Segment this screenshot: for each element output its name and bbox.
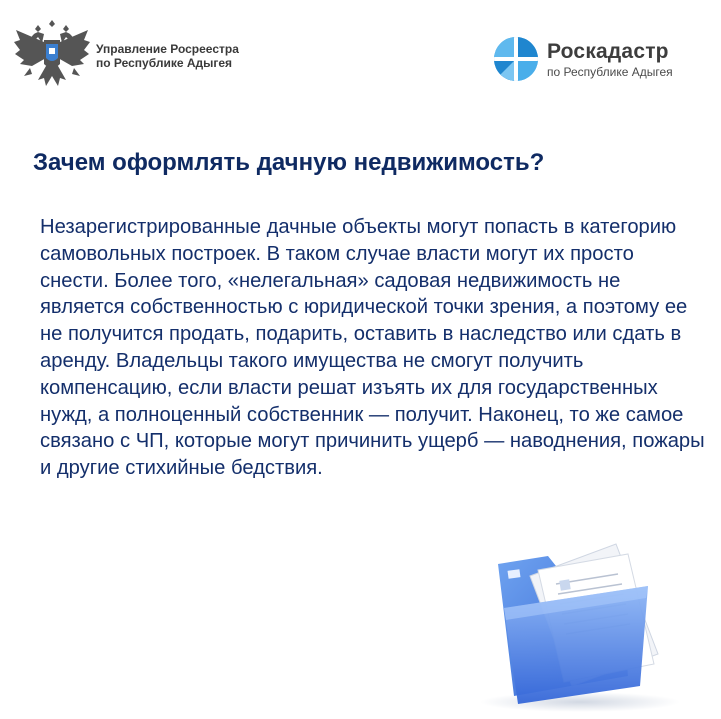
blue-folder-with-documents-icon bbox=[468, 536, 688, 714]
article-title: Зачем оформлять дачную недвижимость? bbox=[33, 149, 545, 176]
rosreestr-logo bbox=[12, 18, 239, 94]
roskadastr-logo-icon bbox=[493, 36, 539, 82]
rosreestr-line1: Управление Росреестра bbox=[96, 42, 239, 56]
roskadastr-logo bbox=[493, 36, 673, 82]
roskadastr-subtitle: по Республике Адыгея bbox=[547, 64, 673, 79]
header bbox=[0, 0, 721, 110]
double-headed-eagle-emblem-icon bbox=[12, 18, 92, 94]
roskadastr-name: Роскадастр bbox=[547, 39, 669, 63]
rosreestr-line2: по Республике Адыгея bbox=[96, 56, 233, 70]
article-body: Незарегистрированные дачные объекты могут попасть в категорию самовольных построек. В таком случае власти могут их просто снести. Более того, «нелегальная» садовая недвижимость не является собственностью с юридической точки зрения, а поэтому ее не получится продать, подарить, оставить в наследство или сдать в аренду. Владельцы такого имущества не смогут получить компенсацию, если власти решат изъять их для государственных нужд, а полноценный собственник — получит. Наконец, то же самое связано с ЧП, которые могут причинить ущерб — наводнения, пожары и другие стихийные бедствия. bbox=[40, 216, 705, 480]
roskadastr-text bbox=[547, 40, 673, 79]
rosreestr-org-name bbox=[96, 42, 239, 70]
